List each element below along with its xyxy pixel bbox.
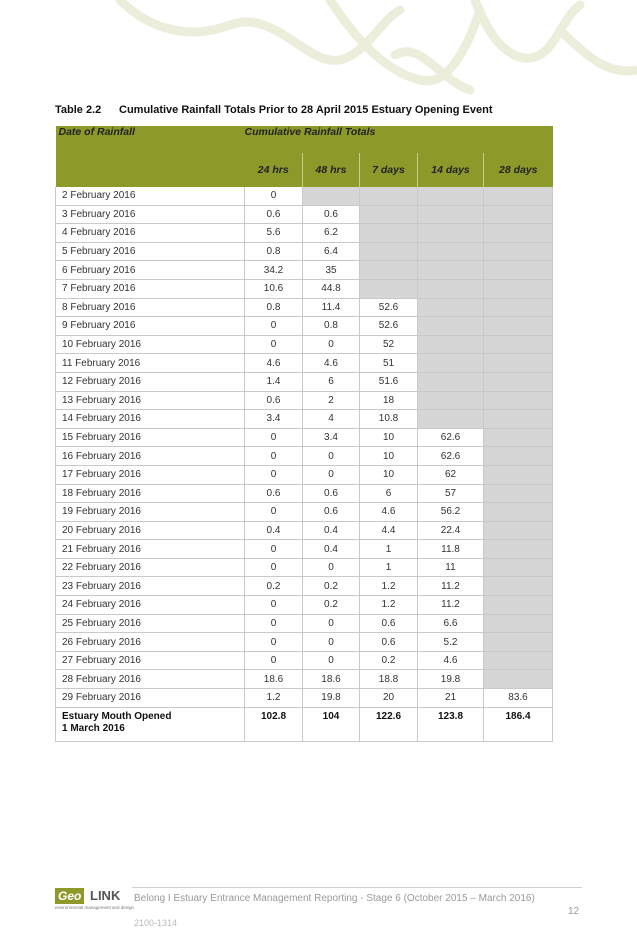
total-28days: 186.4 (484, 707, 553, 741)
table-row (56, 577, 553, 596)
wavy-line-graphic (0, 0, 637, 100)
cell-date: 5 February 2016 (56, 242, 245, 261)
cell-d28 (484, 633, 553, 652)
table-caption (55, 104, 492, 116)
cell-h24: 0.4 (245, 521, 303, 540)
cell-d7: 52.6 (360, 317, 418, 336)
cell-d28 (484, 558, 553, 577)
total-24hrs: 102.8 (245, 707, 303, 741)
table-row (56, 633, 553, 652)
table-row (56, 503, 553, 522)
cell-d28 (484, 317, 553, 336)
header-14days: 14 days (418, 153, 484, 187)
table-row (56, 651, 553, 670)
cell-d14 (418, 187, 484, 205)
cell-d14: 11 (418, 558, 484, 577)
cell-d7: 0.6 (360, 633, 418, 652)
cell-h48 (303, 187, 360, 205)
cell-d7 (360, 205, 418, 224)
cell-d7: 51 (360, 354, 418, 373)
cell-h24: 0.6 (245, 205, 303, 224)
cell-d14 (418, 391, 484, 410)
cell-d14: 4.6 (418, 651, 484, 670)
logo-tagline: environmental management and design (55, 905, 135, 910)
caption-title: Cumulative Rainfall Totals Prior to 28 April 2015 Estuary Opening Event (119, 104, 493, 116)
cell-h48: 11.4 (303, 298, 360, 317)
table-row (56, 540, 553, 559)
cell-date: 25 February 2016 (56, 614, 245, 633)
table-row (56, 298, 553, 317)
cell-d14 (418, 354, 484, 373)
geolink-logo (55, 888, 135, 916)
cell-h24: 0 (245, 596, 303, 615)
cell-d14 (418, 224, 484, 243)
cell-date: 9 February 2016 (56, 317, 245, 336)
cell-d28 (484, 410, 553, 429)
cell-h24: 0 (245, 540, 303, 559)
cell-d14: 62 (418, 465, 484, 484)
cell-d7 (360, 242, 418, 261)
cell-d28 (484, 372, 553, 391)
table-row (56, 484, 553, 503)
table-row (56, 335, 553, 354)
cell-d7: 6 (360, 484, 418, 503)
cell-d28 (484, 391, 553, 410)
cell-d14: 6.6 (418, 614, 484, 633)
table-row (56, 242, 553, 261)
cell-d7 (360, 187, 418, 205)
cell-d7: 52.6 (360, 298, 418, 317)
cell-h48: 6 (303, 372, 360, 391)
table-row (56, 596, 553, 615)
cell-d7 (360, 261, 418, 280)
cell-h24: 0.6 (245, 391, 303, 410)
header-24hrs: 24 hrs (245, 153, 303, 187)
cell-d7: 18 (360, 391, 418, 410)
cell-h24: 10.6 (245, 279, 303, 298)
cell-d28 (484, 261, 553, 280)
logo-link: LINK (90, 888, 121, 903)
cell-d28 (484, 298, 553, 317)
cell-date: 24 February 2016 (56, 596, 245, 615)
cell-d14 (418, 298, 484, 317)
cell-date: 8 February 2016 (56, 298, 245, 317)
table-row (56, 521, 553, 540)
cell-h48: 0 (303, 651, 360, 670)
total-label-line1: Estuary Mouth Opened (62, 710, 172, 722)
cell-h48: 3.4 (303, 428, 360, 447)
cell-date: 28 February 2016 (56, 670, 245, 689)
total-label (56, 707, 245, 741)
header-cumulative-totals: Cumulative Rainfall Totals (245, 126, 553, 153)
cell-d7: 1.2 (360, 596, 418, 615)
cell-d7: 4.6 (360, 503, 418, 522)
footer-divider (132, 887, 582, 888)
cell-h24: 0 (245, 335, 303, 354)
cell-d28 (484, 279, 553, 298)
cell-h24: 0 (245, 428, 303, 447)
cell-h24: 0 (245, 187, 303, 205)
cell-date: 17 February 2016 (56, 465, 245, 484)
cell-d14: 57 (418, 484, 484, 503)
cell-d14: 11.2 (418, 596, 484, 615)
cell-d28 (484, 224, 553, 243)
cell-d14 (418, 261, 484, 280)
cell-d28 (484, 484, 553, 503)
cell-h48: 0 (303, 614, 360, 633)
logo-geo: Geo (55, 888, 84, 904)
cell-d7: 0.6 (360, 614, 418, 633)
cell-d28 (484, 503, 553, 522)
table-row (56, 372, 553, 391)
page-number: 12 (568, 906, 580, 917)
cell-h48: 0 (303, 558, 360, 577)
cell-d7: 10 (360, 465, 418, 484)
cell-d14: 62.6 (418, 428, 484, 447)
table-row (56, 428, 553, 447)
cell-h24: 3.4 (245, 410, 303, 429)
header-date-of-rainfall: Date of Rainfall (56, 126, 245, 153)
total-row (56, 707, 553, 741)
table-row (56, 465, 553, 484)
cell-d28 (484, 465, 553, 484)
cell-h24: 5.6 (245, 224, 303, 243)
cell-h24: 4.6 (245, 354, 303, 373)
total-48hrs: 104 (303, 707, 360, 741)
header-7days: 7 days (360, 153, 418, 187)
cell-d28: 83.6 (484, 689, 553, 708)
cell-h24: 0 (245, 317, 303, 336)
cell-d28 (484, 596, 553, 615)
cell-d14: 22.4 (418, 521, 484, 540)
cell-d7: 10 (360, 447, 418, 466)
cell-h24: 0 (245, 465, 303, 484)
footer-document-title: Belong I Estuary Entrance Management Reporting - Stage 6 (October 2015 – March 2016) (134, 893, 535, 904)
cell-date: 20 February 2016 (56, 521, 245, 540)
cell-h48: 0.2 (303, 577, 360, 596)
cell-d28 (484, 521, 553, 540)
cell-date: 10 February 2016 (56, 335, 245, 354)
cell-h48: 35 (303, 261, 360, 280)
cell-date: 18 February 2016 (56, 484, 245, 503)
cell-h48: 0 (303, 465, 360, 484)
cell-h48: 4.6 (303, 354, 360, 373)
cell-d28 (484, 651, 553, 670)
total-label-line2: 1 March 2016 (62, 722, 125, 734)
cell-h48: 0 (303, 335, 360, 354)
cell-d28 (484, 577, 553, 596)
cell-d28 (484, 614, 553, 633)
cell-h24: 0 (245, 503, 303, 522)
cell-h48: 0.4 (303, 540, 360, 559)
cell-d28 (484, 540, 553, 559)
cell-d28 (484, 335, 553, 354)
cell-d7 (360, 224, 418, 243)
cell-date: 16 February 2016 (56, 447, 245, 466)
cell-d14: 19.8 (418, 670, 484, 689)
cell-h24: 0 (245, 614, 303, 633)
cell-d28 (484, 242, 553, 261)
cell-h24: 0.8 (245, 298, 303, 317)
cell-d28 (484, 670, 553, 689)
cell-d14 (418, 205, 484, 224)
cell-d7: 18.8 (360, 670, 418, 689)
cell-d14 (418, 372, 484, 391)
cell-d14 (418, 279, 484, 298)
total-14days: 123.8 (418, 707, 484, 741)
cell-date: 13 February 2016 (56, 391, 245, 410)
table-row (56, 354, 553, 373)
cell-date: 14 February 2016 (56, 410, 245, 429)
table-row (56, 614, 553, 633)
cell-d7: 1 (360, 540, 418, 559)
cell-d7: 1 (360, 558, 418, 577)
cell-h24: 18.6 (245, 670, 303, 689)
cell-h48: 0 (303, 633, 360, 652)
cell-d7: 52 (360, 335, 418, 354)
table-row (56, 410, 553, 429)
cell-h48: 0.2 (303, 596, 360, 615)
header-spacer (56, 153, 245, 187)
cell-h48: 2 (303, 391, 360, 410)
table-row (56, 670, 553, 689)
cell-h48: 0 (303, 447, 360, 466)
cell-h24: 0.8 (245, 242, 303, 261)
cell-date: 22 February 2016 (56, 558, 245, 577)
table-row (56, 689, 553, 708)
cell-d7 (360, 279, 418, 298)
cell-h48: 6.4 (303, 242, 360, 261)
table-row (56, 391, 553, 410)
cell-d7: 10.8 (360, 410, 418, 429)
cell-h24: 0.2 (245, 577, 303, 596)
cell-d14: 21 (418, 689, 484, 708)
cell-h48: 18.6 (303, 670, 360, 689)
cell-d7: 0.2 (360, 651, 418, 670)
cell-date: 26 February 2016 (56, 633, 245, 652)
cell-date: 21 February 2016 (56, 540, 245, 559)
cell-d7: 10 (360, 428, 418, 447)
cell-d28 (484, 354, 553, 373)
table-row (56, 224, 553, 243)
cell-h48: 6.2 (303, 224, 360, 243)
cell-date: 11 February 2016 (56, 354, 245, 373)
cell-date: 4 February 2016 (56, 224, 245, 243)
cell-date: 23 February 2016 (56, 577, 245, 596)
cell-d14 (418, 410, 484, 429)
table-row (56, 558, 553, 577)
cell-h24: 34.2 (245, 261, 303, 280)
cell-h24: 1.4 (245, 372, 303, 391)
cell-d14: 11.2 (418, 577, 484, 596)
cell-h24: 0 (245, 633, 303, 652)
cell-h48: 0.8 (303, 317, 360, 336)
cell-d14: 56.2 (418, 503, 484, 522)
cell-date: 3 February 2016 (56, 205, 245, 224)
rainfall-table (55, 126, 553, 742)
header-28days: 28 days (484, 153, 553, 187)
cell-h48: 19.8 (303, 689, 360, 708)
header-48hrs: 48 hrs (303, 153, 360, 187)
cell-d7: 20 (360, 689, 418, 708)
cell-d14 (418, 242, 484, 261)
cell-h48: 0.6 (303, 205, 360, 224)
cell-date: 29 February 2016 (56, 689, 245, 708)
cell-date: 27 February 2016 (56, 651, 245, 670)
cell-d14: 62.6 (418, 447, 484, 466)
cell-date: 15 February 2016 (56, 428, 245, 447)
cell-d14 (418, 317, 484, 336)
cell-h24: 0 (245, 651, 303, 670)
cell-d28 (484, 447, 553, 466)
cell-d28 (484, 428, 553, 447)
table-row (56, 187, 553, 205)
cell-h48: 0.4 (303, 521, 360, 540)
cell-h48: 4 (303, 410, 360, 429)
cell-date: 2 February 2016 (56, 187, 245, 205)
caption-number: Table 2.2 (55, 104, 102, 116)
cell-d14: 5.2 (418, 633, 484, 652)
table-row (56, 317, 553, 336)
cell-h48: 0.6 (303, 503, 360, 522)
cell-d7: 51.6 (360, 372, 418, 391)
cell-h24: 0 (245, 558, 303, 577)
total-7days: 122.6 (360, 707, 418, 741)
cell-date: 7 February 2016 (56, 279, 245, 298)
cell-d28 (484, 187, 553, 205)
cell-d7: 4.4 (360, 521, 418, 540)
cell-date: 6 February 2016 (56, 261, 245, 280)
table-row (56, 205, 553, 224)
cell-d14: 11.8 (418, 540, 484, 559)
cell-d14 (418, 335, 484, 354)
cell-date: 19 February 2016 (56, 503, 245, 522)
table-row (56, 261, 553, 280)
cell-date: 12 February 2016 (56, 372, 245, 391)
footer-code: 2100-1314 (134, 918, 178, 928)
table-row (56, 447, 553, 466)
cell-d7: 1.2 (360, 577, 418, 596)
cell-h24: 0 (245, 447, 303, 466)
cell-h24: 1.2 (245, 689, 303, 708)
cell-h48: 0.6 (303, 484, 360, 503)
cell-h24: 0.6 (245, 484, 303, 503)
table-row (56, 279, 553, 298)
cell-d28 (484, 205, 553, 224)
cell-h48: 44.8 (303, 279, 360, 298)
